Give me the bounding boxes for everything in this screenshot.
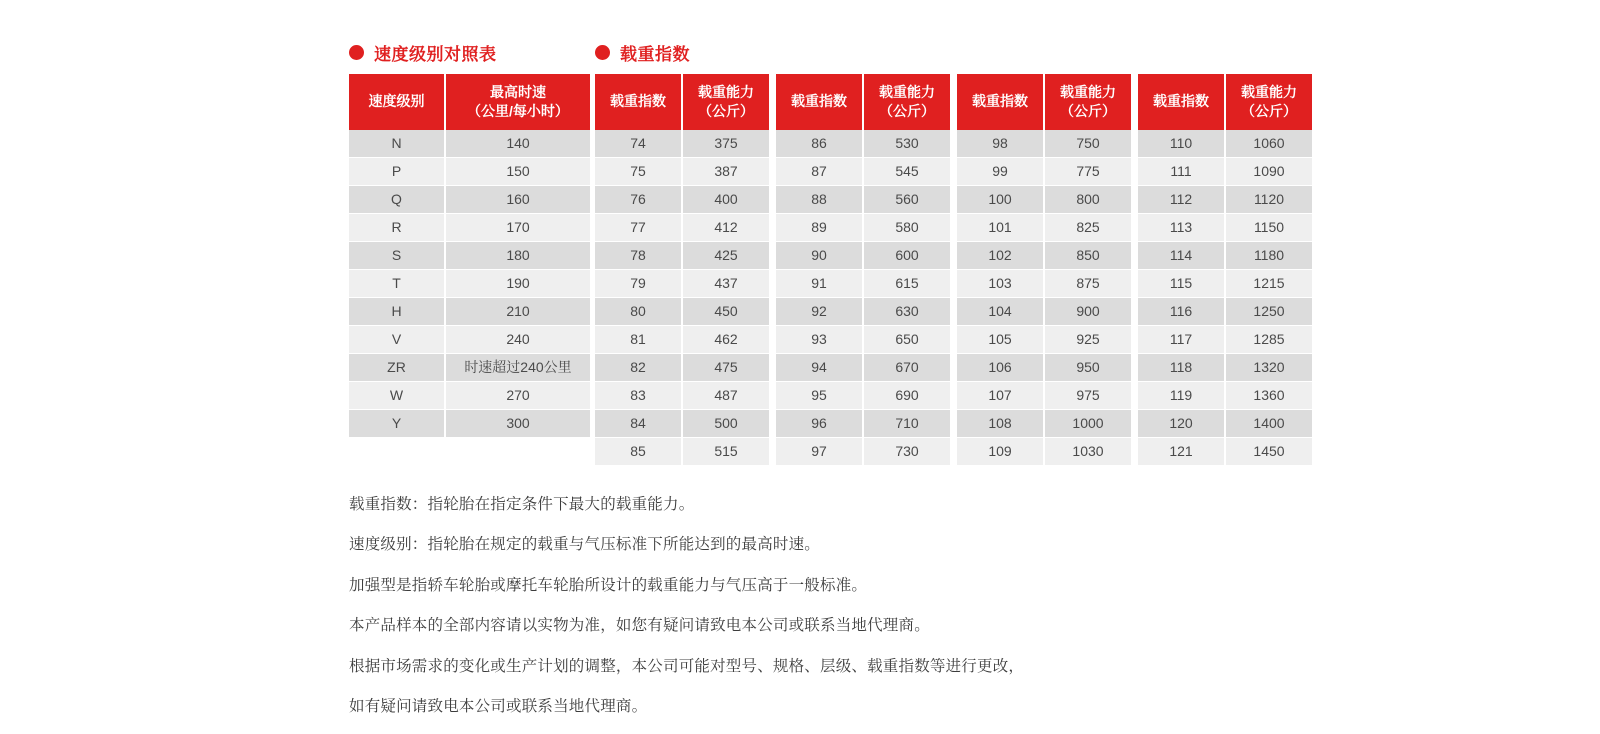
table-row [349, 269, 590, 297]
load-index-cell: 95 [773, 381, 864, 409]
load-capacity-cell: 1400 [1225, 409, 1312, 437]
load-index-cell: 74 [595, 130, 682, 158]
load-capacity-cell: 450 [682, 297, 773, 325]
speed-rating-table [349, 74, 590, 438]
load-capacity-cell: 950 [1044, 353, 1135, 381]
load-capacity-cell: 750 [1044, 130, 1135, 158]
table-row [595, 353, 1312, 381]
load-index-cell: 79 [595, 269, 682, 297]
speed-grade-header: 速度级别 [349, 74, 445, 130]
load-index-cell: 86 [773, 130, 864, 158]
load-capacity-cell: 600 [863, 241, 954, 269]
load-capacity-cell: 500 [682, 409, 773, 437]
speed-value-cell: 160 [445, 185, 590, 213]
load-capacity-cell: 800 [1044, 185, 1135, 213]
load-index-cell: 88 [773, 185, 864, 213]
speed-value-cell: 150 [445, 157, 590, 185]
speed-max-header [445, 74, 590, 130]
load-capacity-cell: 1285 [1225, 325, 1312, 353]
speed-value-cell: 300 [445, 409, 590, 437]
load-capacity-cell: 487 [682, 381, 773, 409]
load-index-table [595, 74, 1312, 466]
load-index-cell: 102 [954, 241, 1045, 269]
load-capacity-header-line1: 载重能力 [698, 84, 754, 100]
load-capacity-cell: 475 [682, 353, 773, 381]
table-row [595, 185, 1312, 213]
load-capacity-header-4 [1225, 74, 1312, 130]
load-index-cell: 108 [954, 409, 1045, 437]
load-index-cell: 107 [954, 381, 1045, 409]
load-capacity-header-line1: 载重能力 [879, 84, 935, 100]
load-capacity-cell: 580 [863, 213, 954, 241]
load-capacity-cell: 875 [1044, 269, 1135, 297]
load-index-cell: 91 [773, 269, 864, 297]
load-capacity-cell: 710 [863, 409, 954, 437]
speed-value-cell: 140 [445, 130, 590, 158]
load-capacity-header-line1: 载重能力 [1060, 84, 1116, 100]
load-capacity-cell: 690 [863, 381, 954, 409]
load-index-cell: 109 [954, 437, 1045, 465]
load-index-cell: 103 [954, 269, 1045, 297]
speed-value-cell: 170 [445, 213, 590, 241]
load-capacity-cell: 425 [682, 241, 773, 269]
load-index-cell: 83 [595, 381, 682, 409]
load-index-header-3: 载重指数 [954, 74, 1045, 130]
load-index-cell: 101 [954, 213, 1045, 241]
load-capacity-cell: 1215 [1225, 269, 1312, 297]
load-capacity-cell: 1180 [1225, 241, 1312, 269]
load-index-cell: 120 [1135, 409, 1226, 437]
speed-value-cell: 190 [445, 269, 590, 297]
load-capacity-header-2 [863, 74, 954, 130]
load-index-cell: 121 [1135, 437, 1226, 465]
table-row [595, 297, 1312, 325]
table-row [349, 297, 590, 325]
load-index-cell: 104 [954, 297, 1045, 325]
load-index-cell: 117 [1135, 325, 1226, 353]
red-dot-icon [349, 45, 364, 60]
load-capacity-header-3 [1044, 74, 1135, 130]
load-capacity-cell: 825 [1044, 213, 1135, 241]
load-capacity-header-line2: （公斤） [879, 102, 935, 119]
load-section-title [595, 40, 690, 65]
load-capacity-cell: 437 [682, 269, 773, 297]
table-row [595, 213, 1312, 241]
load-index-cell: 114 [1135, 241, 1226, 269]
load-index-cell: 100 [954, 185, 1045, 213]
load-index-cell: 99 [954, 157, 1045, 185]
speed-grade-cell: T [349, 269, 445, 297]
load-index-cell: 89 [773, 213, 864, 241]
load-capacity-cell: 387 [682, 157, 773, 185]
load-section-label: 载重指数 [620, 45, 690, 64]
table-row [349, 130, 590, 158]
table-row [349, 409, 590, 437]
speed-value-cell: 时速超过240公里 [445, 353, 590, 381]
table-row [349, 185, 590, 213]
load-capacity-cell: 1150 [1225, 213, 1312, 241]
speed-value-cell: 240 [445, 325, 590, 353]
load-capacity-cell: 1360 [1225, 381, 1312, 409]
table-row [349, 157, 590, 185]
note-line: 速度级别：指轮胎在规定的载重与气压标准下所能达到的最高时速。 [349, 536, 821, 554]
load-capacity-cell: 1320 [1225, 353, 1312, 381]
load-index-cell: 112 [1135, 185, 1226, 213]
load-index-cell: 75 [595, 157, 682, 185]
speed-grade-cell: R [349, 213, 445, 241]
speed-section-title [349, 40, 497, 65]
load-index-cell: 85 [595, 437, 682, 465]
speed-grade-cell: N [349, 130, 445, 158]
load-capacity-cell: 1090 [1225, 157, 1312, 185]
load-capacity-cell: 975 [1044, 381, 1135, 409]
load-capacity-cell: 515 [682, 437, 773, 465]
load-index-cell: 92 [773, 297, 864, 325]
load-table-body [595, 130, 1312, 466]
load-capacity-cell: 775 [1044, 157, 1135, 185]
note-line: 根据市场需求的变化或生产计划的调整，本公司可能对型号、规格、层级、载重指数等进行更改， [349, 657, 1025, 675]
speed-table-body [349, 130, 590, 438]
speed-grade-cell: Q [349, 185, 445, 213]
load-index-header-1: 载重指数 [595, 74, 682, 130]
speed-value-cell: 270 [445, 381, 590, 409]
load-capacity-cell: 462 [682, 325, 773, 353]
load-capacity-cell: 925 [1044, 325, 1135, 353]
load-index-cell: 80 [595, 297, 682, 325]
speed-grade-cell: H [349, 297, 445, 325]
speed-grade-cell: V [349, 325, 445, 353]
load-index-cell: 96 [773, 409, 864, 437]
load-capacity-cell: 1450 [1225, 437, 1312, 465]
speed-section-label: 速度级别对照表 [374, 45, 497, 64]
load-capacity-cell: 650 [863, 325, 954, 353]
speed-grade-cell: S [349, 241, 445, 269]
table-row [595, 409, 1312, 437]
table-row [595, 325, 1312, 353]
load-index-cell: 119 [1135, 381, 1226, 409]
load-capacity-header-line2: （公斤） [698, 102, 754, 119]
load-capacity-cell: 1000 [1044, 409, 1135, 437]
load-index-cell: 105 [954, 325, 1045, 353]
load-index-header-4: 载重指数 [1135, 74, 1226, 130]
load-capacity-cell: 375 [682, 130, 773, 158]
load-index-cell: 90 [773, 241, 864, 269]
note-line: 载重指数：指轮胎在指定条件下最大的载重能力。 [349, 496, 695, 513]
load-capacity-cell: 1120 [1225, 185, 1312, 213]
load-capacity-cell: 1030 [1044, 437, 1135, 465]
speed-value-cell: 210 [445, 297, 590, 325]
load-capacity-cell: 400 [682, 185, 773, 213]
load-capacity-cell: 730 [863, 437, 954, 465]
load-capacity-cell: 560 [863, 185, 954, 213]
note-line: 加强型是指轿车轮胎或摩托车轮胎所设计的载重能力与气压高于一般标准。 [349, 576, 868, 594]
load-index-cell: 115 [1135, 269, 1226, 297]
speed-max-header-line2: （公里/每小时） [467, 102, 569, 119]
load-capacity-header-line2: （公斤） [1241, 102, 1297, 119]
table-row [349, 381, 590, 409]
table-row [595, 437, 1312, 465]
load-index-header-2: 载重指数 [773, 74, 864, 130]
red-dot-icon [595, 45, 610, 60]
table-header-row [349, 74, 590, 130]
load-index-cell: 110 [1135, 130, 1226, 158]
speed-grade-cell: ZR [349, 353, 445, 381]
table-header-row [595, 74, 1312, 130]
load-index-cell: 81 [595, 325, 682, 353]
load-index-cell: 87 [773, 157, 864, 185]
table-row [349, 213, 590, 241]
load-capacity-cell: 545 [863, 157, 954, 185]
load-index-cell: 82 [595, 353, 682, 381]
load-index-cell: 76 [595, 185, 682, 213]
note-line: 如有疑问请致电本公司或联系当地代理商。 [349, 697, 648, 715]
load-index-cell: 84 [595, 409, 682, 437]
table-row [349, 241, 590, 269]
table-row [349, 353, 590, 381]
load-index-cell: 93 [773, 325, 864, 353]
load-index-cell: 113 [1135, 213, 1226, 241]
load-capacity-cell: 900 [1044, 297, 1135, 325]
speed-max-header-line1: 最高时速 [490, 84, 546, 100]
load-capacity-cell: 670 [863, 353, 954, 381]
load-capacity-cell: 630 [863, 297, 954, 325]
notes-block [349, 495, 1449, 716]
speed-grade-cell: W [349, 381, 445, 409]
load-capacity-cell: 850 [1044, 241, 1135, 269]
load-capacity-header-line1: 载重能力 [1241, 84, 1297, 100]
load-capacity-header-line2: （公斤） [1060, 102, 1116, 119]
table-row [595, 130, 1312, 158]
load-index-cell: 94 [773, 353, 864, 381]
load-index-cell: 97 [773, 437, 864, 465]
speed-value-cell: 180 [445, 241, 590, 269]
load-index-cell: 118 [1135, 353, 1226, 381]
load-index-cell: 116 [1135, 297, 1226, 325]
load-index-cell: 77 [595, 213, 682, 241]
note-line: 本产品样本的全部内容请以实物为准，如您有疑问请致电本公司或联系当地代理商。 [349, 617, 930, 635]
table-row [595, 157, 1312, 185]
load-capacity-cell: 1060 [1225, 130, 1312, 158]
load-index-cell: 111 [1135, 157, 1226, 185]
load-index-cell: 106 [954, 353, 1045, 381]
speed-grade-cell: P [349, 157, 445, 185]
load-capacity-header-1 [682, 74, 773, 130]
load-index-cell: 78 [595, 241, 682, 269]
load-capacity-cell: 1250 [1225, 297, 1312, 325]
load-capacity-cell: 615 [863, 269, 954, 297]
load-index-cell: 98 [954, 130, 1045, 158]
speed-grade-cell: Y [349, 409, 445, 437]
table-row [595, 381, 1312, 409]
table-row [595, 269, 1312, 297]
table-row [349, 325, 590, 353]
load-capacity-cell: 530 [863, 130, 954, 158]
load-capacity-cell: 412 [682, 213, 773, 241]
table-row [595, 241, 1312, 269]
